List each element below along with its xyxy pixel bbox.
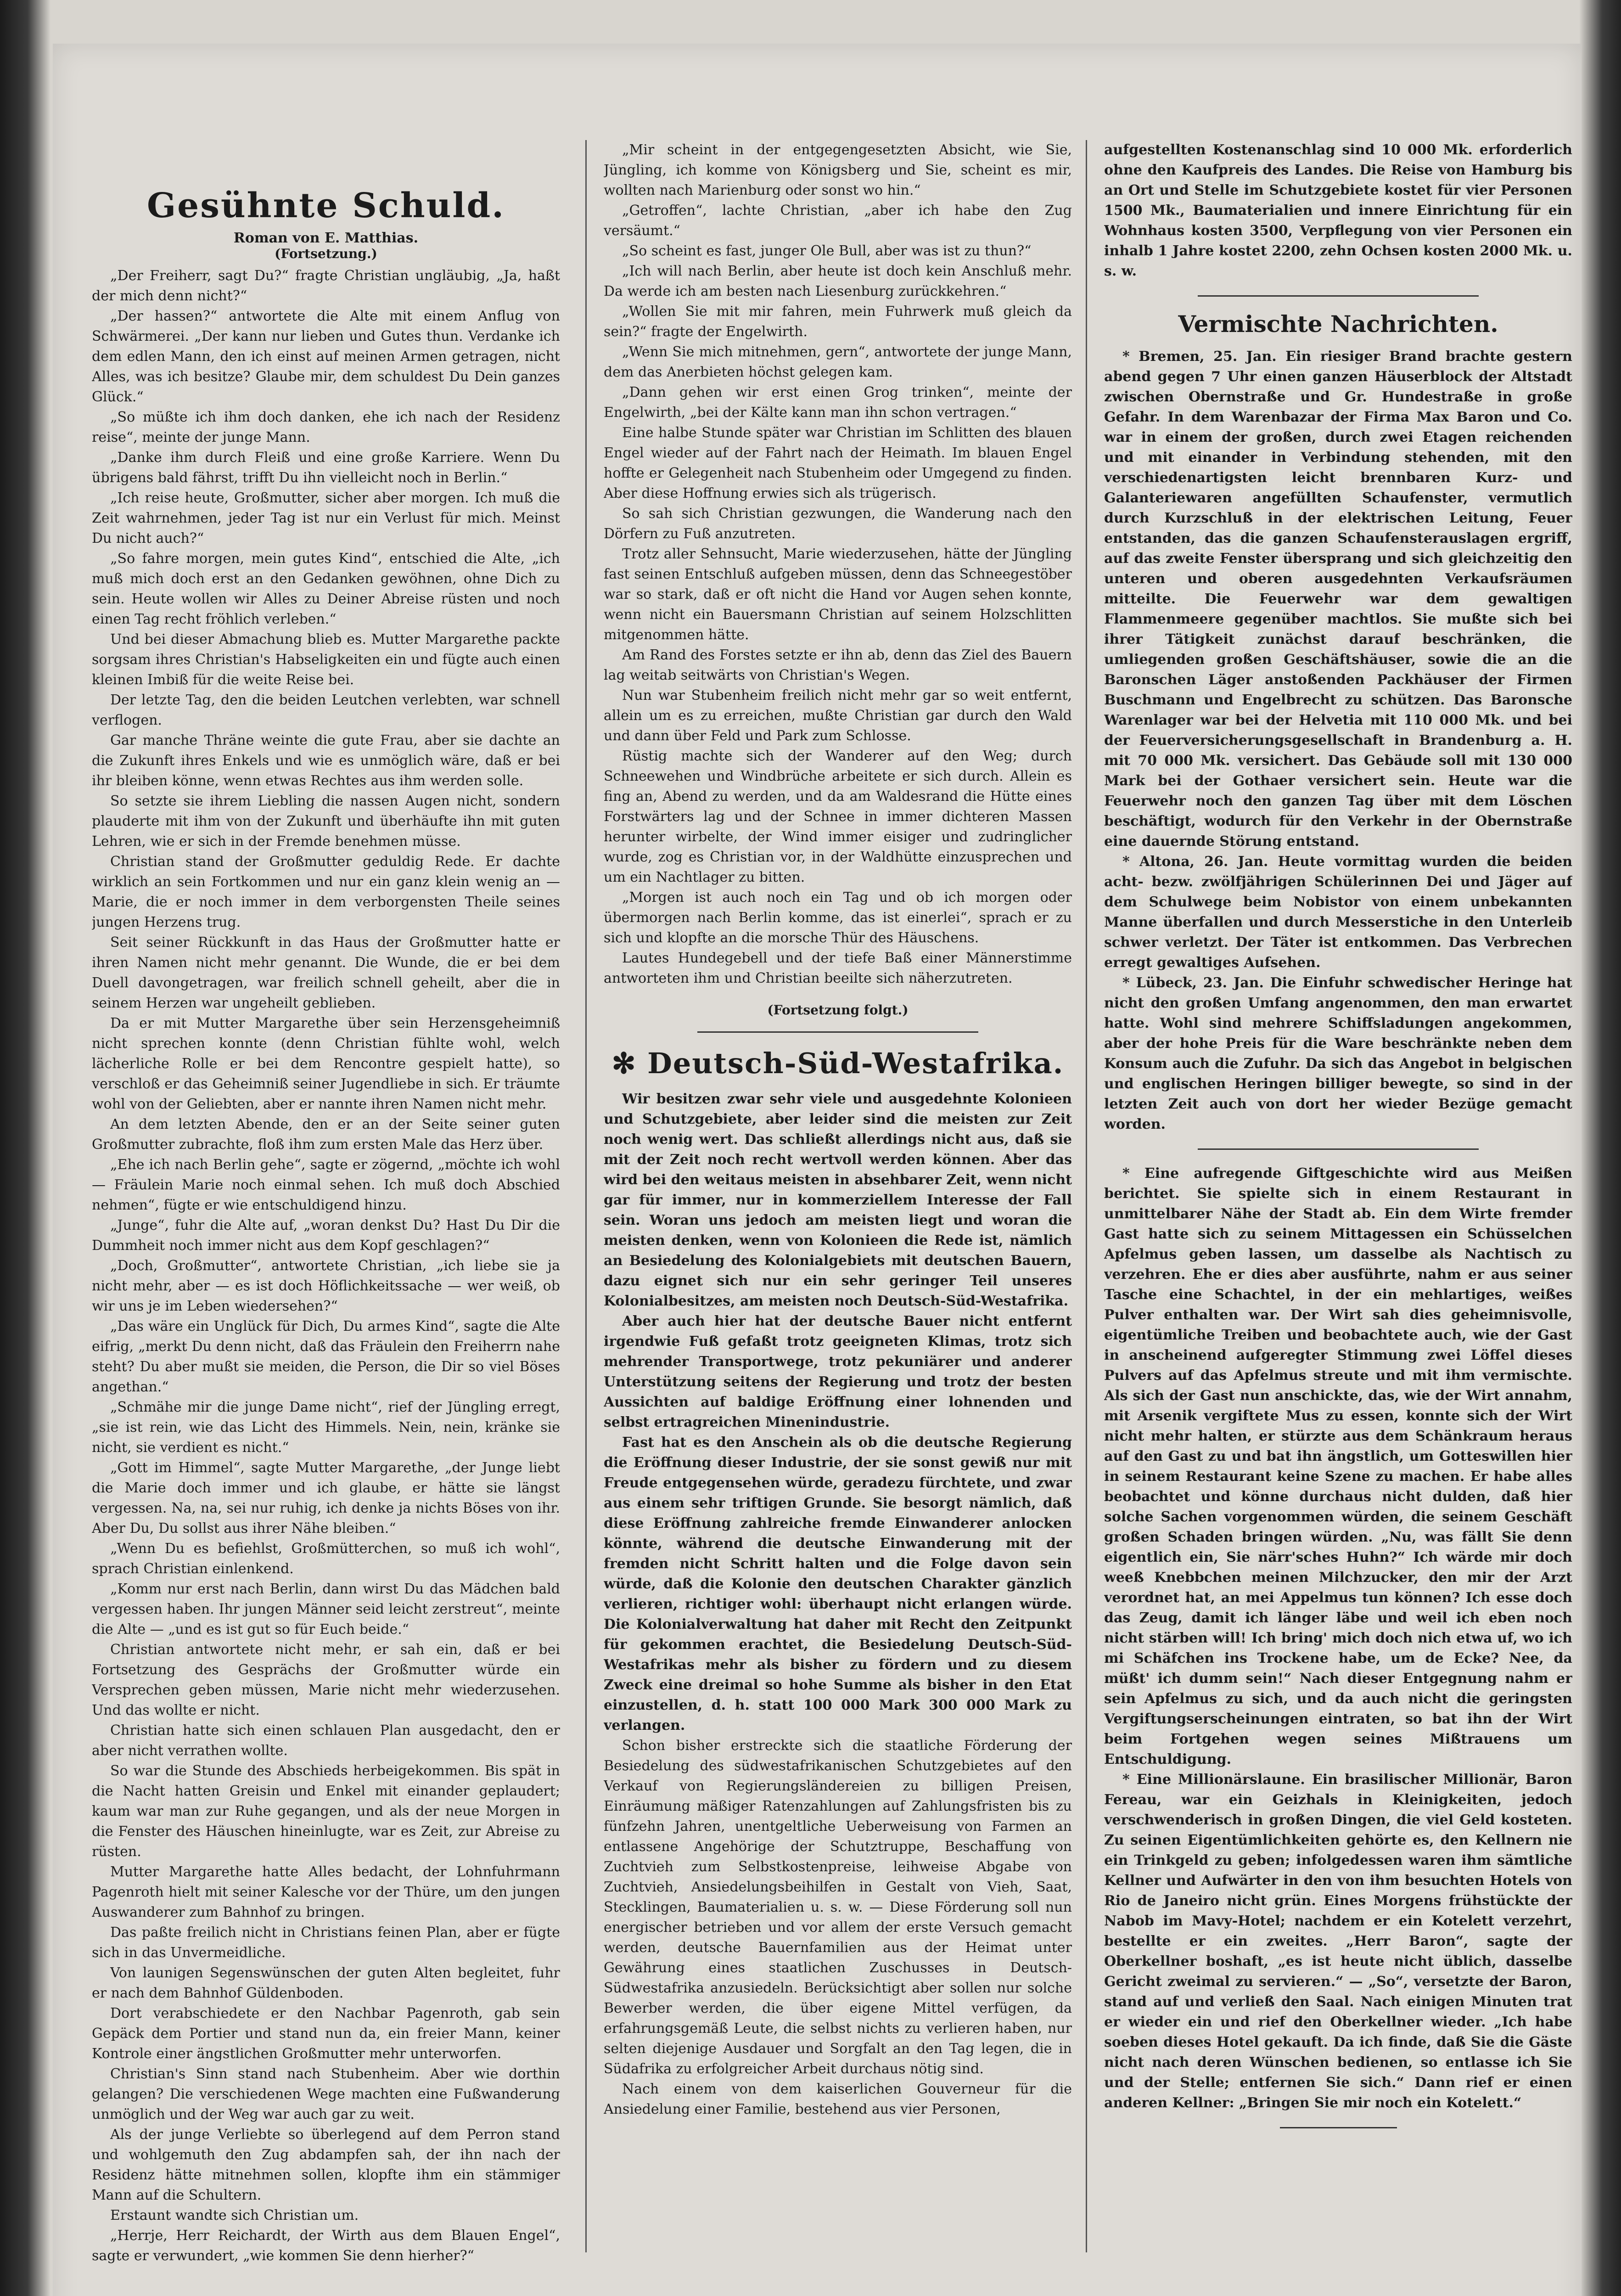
paragraph: Nun war Stubenheim freilich nicht mehr gar so weit entfernt, allein um es zu erreichen, mußte Christian gar durch den Wald und dann über Feld und Park zum Schlosse. [604,687,1072,744]
paragraph: Christian's Sinn stand nach Stubenheim. Aber wie dorthin gelangen? Die verschiedenen Wege machten eine Fußwanderung unmöglich und der Weg war auch gar zu weit. [92,2066,560,2122]
paragraph: So setzte sie ihrem Liebling die nassen Augen nicht, sondern plauderte mit ihm von der Zukunft und überhäufte ihn mit guten Lehren, wie er sich in der Fremde benehmen müsse. [92,793,560,850]
paragraph: „Dann gehen wir erst einen Grog trinken“, meinte der Engelwirth, „bei der Kälte kann man ihn schon vertragen.“ [604,384,1072,421]
paragraph: Eine halbe Stunde später war Christian im Schlitten des blauen Engel wieder auf der Fahrt nach der Heimath. Im blauen Engel hoffte er Gelegenheit nach Stubenheim oder Umgegend zu finden. Aber diese Hoffnung erwies sich als trügerisch. [604,425,1072,501]
paragraph: Da er mit Mutter Margarethe über sein Herzensgeheimniß nicht sprechen konnte (denn Christian fühlte wohl, welch lächerliche Rolle er bei dem Rencontre gespielt hatte), so verschloß er das Geheimniß seiner Jugendliebe in sich. Er träumte wohl von der Geliebten, aber er nannte ihren Namen nicht mehr. [92,1015,560,1112]
byline: Roman von E. Matthias. [233,230,419,246]
news-item: * Lübeck, 23. Jan. Die Einfuhr schwedischer Heringe hat nicht den großen Umfang angenommen, den man erwartet hatte. Wohl sind mehrere Schiffsladungen angekommen, aber der hohe Preis für die Ware beschränkte neben dem Konsum auch die Zufuhr. Da sich das Angebot in belgischen und englischen Heringen billiger bewegte, so sind in der letzten Zeit auch von dort her wieder Bezüge gemacht worden. [1104,975,1572,1132]
paragraph: Als der junge Verliebte so überlegend auf dem Perron stand und wohlgemuth den Zug abdampfen sah, der ihn nach der Residenz hätte mitnehmen sollen, klopfte ihm ein stämmiger Mann auf die Schultern. [92,2127,560,2203]
column-1 [92,140,560,2296]
news-items [1104,347,1572,2113]
paragraph: Der letzte Tag, den die beiden Leutchen verlebten, war schnell verflogen. [92,692,560,728]
paragraph: „Schmähe mir die junge Dame nicht“, rief der Jüngling erregt, „sie ist rein, wie das Licht des Himmels. Nein, nein, kränke sie nicht, sie verdient es nicht.“ [92,1399,560,1456]
paragraph: Rüstig machte sich der Wanderer auf den Weg; durch Schneewehen und Windbrüche arbeitete er sich durch. Allein es fing an, Abend zu werden, und da am Waldesrand die Hütte eines Forstwärters lag und der Schnee in immer dichteren Massen herunter wirbelte, der Wind immer eisiger und zudringlicher wurde, zog es Christian vor, in der Waldhütte einzusprechen und um ein Nachtlager zu bitten. [604,748,1072,885]
paragraph: „Getroffen“, lachte Christian, „aber ich habe den Zug versäumt.“ [604,203,1072,239]
paragraph: Das paßte freilich nicht in Christians feinen Plan, aber er fügte sich in das Unvermeidliche. [92,1925,560,1961]
paragraph: Aber auch hier hat der deutsche Bauer nicht entfernt irgendwie Fuß gefaßt trotz geeigneten Klimas, trotz sich mehrender Transportwege, trotz pekuniärer und anderer Unterstützung seitens der Regierung und trotz der besten Aussichten auf baldige Eröffnung einer lohnenden und selbst ertragreichen Minenindustrie. [604,1313,1072,1430]
divider [1198,295,1479,297]
news-item: * Eine aufregende Giftgeschichte wird aus Meißen berichtet. Sie spielte sich in einem Restaurant in unmittelbarer Nähe der Stadt ab. Ein dem Wirte fremder Gast hatte sich zu seinem Mittagessen ein Schüsselchen Apfelmus geben lassen, um dasselbe als Nachtisch zu verzehren. Ehe er dies aber ausführte, nahm er aus seiner Tasche eine Schachtel, in der ein mehlartiges, weißes Pulver enthalten war. Der Wirt sah dies geheimnisvolle, eigentümliche Treiben und beobachtete auch, wie der Gast in anscheinend aufgeregter Stimmung zwei Löffel dieses Pulvers auf das Apfelmus streute und mit ihm vermischte. Als sich der Gast nun anschickte, das, wie der Wirt annahm, mit Arsenik vergiftete Mus zu essen, konnte sich der Wirt nicht mehr halten, er stürzte aus dem Schänkraum heraus auf den Gast zu und bat ihn ängstlich, um Gotteswillen hier in seinem Restaurant keine Szene zu machen. Er habe alles beobachtet und könne durchaus nicht dulden, daß hier solche Sachen vorgenommen würden, die seinem Geschäft großen Schaden bringen würden. „Nu, was fällt Sie denn eigentlich ein, Sie närr'sches Huhn?“ Ich wärde mir doch weeß Knebbchen meinen Milchzucker, den mir der Arzt verordnet hat, an mei Appelmus tun können? Ich esse doch das Zeug, damit ich länger läbe und weil ich eben noch nicht stärben will! Ich bring' mich doch nich etwa uf, wo ich mi Schäfchen ins Trockene habe, um de Ecke? Nee, da müßt' ich dumm sein!“ Nach dieser Entgegnung nahm er sein Apfelmus zu sich, und da auch nicht die geringsten Vergiftungserscheinungen eintraten, so bat ihn der Wirt beim Fortgehen wegen seines Mißtrauens um Entschuldigung. [1104,1165,1572,1767]
serial-body [92,266,560,2266]
paragraph: „Danke ihm durch Fleiß und eine große Karriere. Wenn Du übrigens bald fährst, trifft Du ihn vielleicht noch in Berlin.“ [92,450,560,486]
divider [697,1031,978,1033]
section-title: Vermischte Nachrichten. [1178,310,1498,338]
paragraph: Christian stand der Großmutter geduldig Rede. Er dachte wirklich an sein Fortkommen und nur ein ganz klein wenig an — Marie, die er noch immer in dem verborgensten Theile seines jungen Herzens trug. [92,854,560,930]
paragraph: „Mir scheint in der entgegengesetzten Absicht, wie Sie, Jüngling, ich komme von Königsberg und Sie, scheint es mir, wollten nach Marienburg oder sonst wo hin.“ [604,142,1072,198]
paragraph: Nach einem von dem kaiserlichen Gouverneur für die Ansiedelung einer Familie, bestehend aus vier Personen, [604,2081,1072,2117]
paragraph: „Der Freiherr, sagt Du?“ fragte Christian ungläubig, „Ja, haßt der mich denn nicht?“ [92,268,560,304]
paragraph: aufgestellten Kostenanschlag sind 10 000 Mk. erforderlich ohne den Kaufpreis des Landes. Die Reise von Hamburg bis an Ort und Stelle im Schutzgebiete kostet für vier Personen 1500 Mk., Baumaterialien und innere Einrichtung für ein Wohnhaus kosten 3500, Verpflegung von vier Personen ein inhalb 1 Jahre kostet 2200, zehn Ochsen kosten 2000 Mk. u. s. w. [1104,142,1572,279]
column-rule [1086,140,1087,2252]
news-item: * Eine Millionärslaune. Ein brasilischer Millionär, Baron Fereau, war ein Geizhals in Kleinigkeiten, jedoch verschwenderisch in großen Dingen, die viel Geld kosteten. Zu seinen Eigentümlichkeiten gehörte es, den Kellnern nie ein Trinkgeld zu geben; infolgedessen waren ihm sämtliche Kellner und Aufwärter in den von ihm besuchten Hotels von Rio de Janeiro nicht grün. Eines Morgens frühstückte der Nabob im Mavy-Hotel; nachdem er ein Kotelett verzehrt, bestellte er ein zweites. „Herr Baron“, sagte der Oberkellner boshaft, „es ist heute nicht üblich, dasselbe Gericht zweimal zu servieren.“ — „So“, versetzte der Baron, stand auf und verließ den Saal. Nach einigen Minuten trat er wieder ein und rief den Oberkellner wieder. „Ich habe soeben dieses Hotel gekauft. Da ich finde, daß Sie die Gäste nicht nach deren Wünschen bedienen, so entlasse ich Sie und der Stelle; entfernen Sie sich.“ Dann rief er einen anderen Kellner: „Bringen Sie mir noch ein Kotelett.“ [1104,1772,1572,2111]
continuation-note: (Fortsetzung.) [275,246,377,261]
paragraph: „Ehe ich nach Berlin gehe“, sagte er zögernd, „möchte ich wohl — Fräulein Marie noch einmal sehen. Ich muß doch Abschied nehmen“, fügte er wie entschuldigend hinzu. [92,1157,560,1213]
column-rule [585,140,587,2252]
paragraph: Lautes Hundegebell und der tiefe Baß einer Männerstimme antworteten ihm und Christian beeilte sich näherzutreten. [604,950,1072,986]
paragraph: Seit seiner Rückkunft in das Haus der Großmutter hatte er ihren Namen nicht mehr genannt. Die Wunde, die er bei dem Duell davongetragen, war freilich schnell geheilt, aber die in seinem Herzen war ungeheilt geblieben. [92,934,560,1011]
paragraph: „So müßte ich ihm doch danken, ehe ich nach der Residenz reise“, meinte der junge Mann. [92,409,560,445]
paragraph: „Wenn Du es befiehlst, Großmütterchen, so muß ich wohl“, sprach Christian einlenkend. [92,1541,560,1577]
paragraph: So war die Stunde des Abschieds herbeigekommen. Bis spät in die Nacht hatten Greisin und Enkel mit einander geplaudert; kaum war man zur Ruhe gegangen, und als der neue Morgen in die Fenster des Häuschen hineinlugte, war es Zeit, zur Abreise zu rüsten. [92,1763,560,1860]
paragraph: „Ich will nach Berlin, aber heute ist doch kein Anschluß mehr. Da werde ich am besten nach Liesenburg zurückkehren.“ [604,263,1072,299]
paragraph: Gar manche Thräne weinte die gute Frau, aber sie dachte an die Zukunft ihres Enkels und wie es unmöglich wäre, daß er bei ihr bleiben könne, wenn etwas Rechtes aus ihm werden solle. [92,732,560,789]
column-3 [1104,140,1572,2296]
paragraph: Schon bisher erstreckte sich die staatliche Förderung der Besiedelung des südwestafrikanischen Schutzgebietes auf den Verkauf von Regierungsländereien zu billigen Preisen, Einräumung mäßiger Ratenzahlungen auf Zahlungsfristen bis zu fünfzehn Jahren, unentgeltliche Ueberweisung von Farmen an entlassene Angehörige der Schutztruppe, Beschaffung von Zuchtvieh zum Selbstkostenpreise, leihweise Abgabe von Zuchtvieh, Ansiedelungsbeihilfen in Gestalt von Vieh, Saat, Stecklingen, Baumaterialien u. s. w. — Diese Förderung soll nun energischer betrieben und vor allem der erste Versuch gemacht werden, deutsche Bauernfamilien aus der Heimat unter Gewährung eines staatlichen Zuschusses in Deutsch-Südwestafrika anzusiedeln. Berücksichtigt aber sollen nur solche Bewerber werden, die über eigene Mittel verfügen, da erfahrungsgemäß Leute, die selbst nichts zu verlieren haben, nur selten diejenige Ausdauer und Sorgfalt an den Tag legen, die in Südafrika zu erfolgreicher Arbeit durchaus nötig sind. [604,1738,1072,2077]
paragraph: Christian hatte sich einen schlauen Plan ausgedacht, den er aber nicht verrathen wollte. [92,1722,560,1759]
paragraph: Fast hat es den Anschein als ob die deutsche Regierung die Eröffnung dieser Industrie, der sie sonst gewiß nur mit Freude entgegensehen würde, geradezu fürchtete, und zwar aus einem sehr triftigen Grunde. Sie besorgt nämlich, daß diese Eröffnung zahlreiche fremde Einwanderer anlocken könnte, während die deutsche Einwanderung mit der fremden nicht Schritt halten und die Folge davon sein würde, daß die Kolonie den deutschen Charakter gänzlich verlieren, richtiger wohl: überhaupt nicht erlangen würde. Die Kolonialverwaltung hat daher mit Recht den Zeitpunkt für gekommen erachtet, die Besiedelung Deutsch-Süd-Westafrikas mehr als bisher zu fördern und zu diesem Zweck eine dreimal so hohe Summe als bisher in den Etat einzustellen, d. h. statt 100 000 Mark 300 000 Mark zu verlangen. [604,1435,1072,1733]
paragraph: „So fahre morgen, mein gutes Kind“, entschied die Alte, „ich muß mich doch erst an den Gedanken gewöhnen, ohne Dich zu sein. Heute wollen wir Alles zu Deiner Abreise rüsten und noch einen Tag recht fröhlich verleben.“ [92,551,560,627]
divider [1198,1148,1479,1150]
paragraph: „Doch, Großmutter“, antwortete Christian, „ich liebe sie ja nicht mehr, aber — es ist doch Höflichkeitssache — wer weiß, ob wir uns je im Leben wiedersehen?“ [92,1258,560,1314]
paragraph: Christian antwortete nicht mehr, er sah ein, daß er bei Fortsetzung des Gesprächs der Großmutter würde ein Versprechen geben müssen, Marie nicht mehr wiederzusehen. Und das wollte er nicht. [92,1642,560,1718]
paragraph: Mutter Margarethe hatte Alles bedacht, der Lohnfuhrmann Pagenroth hielt mit seiner Kalesche vor der Thüre, um den jungen Auswanderer zum Bahnhof zu bringen. [92,1864,560,1920]
divider [1280,2127,1397,2128]
column-2 [604,140,1072,2296]
paragraph: „Wenn Sie mich mitnehmen, gern“, antwortete der junge Mann, dem das Anerbieten höchst gelegen kam. [604,344,1072,380]
paragraph: „Herrje, Herr Reichardt, der Wirth aus dem Blauen Engel“, sagte er verwundert, „wie kommen Sie denn hierher?“ [92,2228,560,2264]
paragraph: Und bei dieser Abmachung blieb es. Mutter Margarethe packte sorgsam ihres Christian's Habseligkeiten ein und fügte auch einen kleinen Imbiß für die weite Reise bei. [92,631,560,688]
paragraph: „Junge“, fuhr die Alte auf, „woran denkst Du? Hast Du Dir die Dummheit noch immer nicht aus dem Kopf geschlagen?“ [92,1217,560,1254]
paragraph: Trotz aller Sehnsucht, Marie wiederzusehen, hätte der Jüngling fast seinen Entschluß aufgeben müssen, denn das Schneegestöber war so stark, daß er oft nicht die Hand vor Augen sehen konnte, wenn nicht ein Bauersmann Christian auf seinem Holzschlitten mitgenommen hätte. [604,546,1072,643]
paragraph: „Morgen ist auch noch ein Tag und ob ich morgen oder übermorgen nach Berlin komme, das ist einerlei“, sprach er zu sich und klopfte an die morsche Thür des Häuschens. [604,889,1072,946]
paragraph: Dort verabschiedete er den Nachbar Pagenroth, gab sein Gepäck dem Portier und stand nun da, ein freier Mann, keiner Kontrole einer ängstlichen Großmutter mehr unterworfen. [92,2005,560,2062]
article-body [604,1089,1072,2120]
serial-body-continued [604,140,1072,989]
paragraph: An dem letzten Abende, den er an der Seite seiner guten Großmutter zubrachte, floß ihm zum ersten Male das Herz über. [92,1116,560,1153]
paragraph: Erstaunt wandte sich Christian um. [110,2207,359,2223]
news-item: * Altona, 26. Jan. Heute vormittag wurden die beiden acht- bezw. zwölfjährigen Schülerinnen Dei und Jäger auf dem Schulwege beim Nobistor von einem unbekannten Manne überfallen und durch Messerstiche in den Unterleib schwer verletzt. Der Täter ist entkommen. Das Verbrechen erregt gewaltiges Aufsehen. [1104,854,1572,971]
news-item: * Bremen, 25. Jan. Ein riesiger Brand brachte gestern abend gegen 7 Uhr einen ganzen Häuserblock der Altstadt zwischen Obernstraße und Gr. Hundestraße in große Gefahr. In dem Warenbazar der Firma Max Baron und Co. war in einem der großen, durch zwei Etagen reichenden und mit einander in Verbindung stehenden, mit den verschiedenartigsten leicht brennbaren Kurz- und Galanteriewaren angefüllten Schaufenster, vermutlich durch Kurzschluß in der elektrischen Leitung, Feuer entstanden, das die ganzen Schaufensterauslagen ergriff, auf das zweite Fenster übersprang und sich gleichzeitig den unteren und oberen ausgedehnten Verkaufsräumen mitteilte. Die Feuerwehr war dem gewaltigen Flammenmeere gegenüber machtlos. Sie mußte sich bei ihrer Tätigkeit zunächst darauf beschränken, die umliegenden großen Geschäftshäuser, sowie die an die Baronschen Läger anstoßenden Packhäuser der Firmen Buschmann und Engelbrecht zu schützen. Das Baronsche Warenlager war bei der Helvetia mit 110 000 Mk. und bei der Feuerversicherungsgesellschaft in Brandenburg a. H. mit 70 000 Mk. versichert. Das Gebäude soll mit 130 000 Mark bei der Gothaer versichert sein. Heute war die Feuerwehr noch den ganzen Tag über mit dem Löschen beschäftigt, wodurch für den Verkehr in der Obernstraße eine dauernde Störung entstand. [1104,349,1572,850]
newspaper-page [53,44,1582,2296]
continuation-note: (Fortsetzung folgt.) [767,1002,909,1018]
paragraph: Wir besitzen zwar sehr viele und ausgedehnte Kolonieen und Schutzgebiete, aber leider sind die meisten zur Zeit noch wenig wert. Das schließt allerdings nicht aus, daß sie mit der Zeit noch recht wertvoll werden können. Aber das wird bei den weitaus meisten in absehbarer Zeit, wenn nicht gar für immer, nur in kommerziellem Interesse der Fall sein. Woran uns jedoch am meisten liegt und woran die meisten denken, wenn von Kolonieen die Rede ist, nämlich an Besiedelung des Kolonialgebiets mit deutschen Bauern, dazu eignet sich nur ein sehr geringer Teil unseres Kolonialbesitzes, am meisten noch Deutsch-Süd-Westafrika. [604,1091,1072,1309]
paragraph: Am Rand des Forstes setzte er ihn ab, denn das Ziel des Bauern lag weitab seitwärts von Christian's Wegen. [604,647,1072,683]
paragraph: „Ich reise heute, Großmutter, sicher aber morgen. Ich muß die Zeit wahrnehmen, jeder Tag ist nur ein Verlust für mich. Meinst Du nicht auch?“ [92,490,560,546]
paragraph: „Wollen Sie mit mir fahren, mein Fuhrwerk muß gleich da sein?“ fragte der Engelwirth. [604,304,1072,340]
article-title: ✻ Deutsch-Süd-Westafrika. [611,1047,1064,1080]
serial-title: Gesühnte Schuld. [146,186,505,225]
paragraph: „Der hassen?“ antwortete die Alte mit einem Anflug von Schwärmerei. „Der kann nur lieben und Gutes thun. Verdanke ich dem edlen Mann, den ich einst auf meinen Armen getragen, nicht Alles, was ich besitze? Glaube mir, dem schuldest Du Dein ganzes Glück.“ [92,308,560,405]
paragraph: „Das wäre ein Unglück für Dich, Du armes Kind“, sagte die Alte eifrig, „merkt Du denn nicht, daß das Fräulein den Freiherrn nahe steht? Du aber mußt sie meiden, die Person, die Dir so viel Böses angethan.“ [92,1318,560,1395]
paragraph: Von launigen Segenswünschen der guten Alten begleitet, fuhr er nach dem Bahnhof Güldenboden. [92,1965,560,2001]
paragraph: „Gott im Himmel“, sagte Mutter Margarethe, „der Junge liebt die Marie doch immer und ich glaube, er hätte sie längst vergessen. Na, na, sei nur ruhig, ich denke ja nichts Böses von ihr. Aber Du, Du sollst aus ihrer Nähe bleiben.“ [92,1460,560,1536]
paragraph: „Komm nur erst nach Berlin, dann wirst Du das Mädchen bald vergessen haben. Ihr jungen Männer seid leicht zerstreut“, meinte die Alte — „und es ist gut so für Euch beide.“ [92,1581,560,1638]
paragraph: So sah sich Christian gezwungen, die Wanderung nach den Dörfern zu Fuß anzutreten. [604,506,1072,542]
paragraph: „So scheint es fast, junger Ole Bull, aber was ist zu thun?“ [622,243,1032,259]
